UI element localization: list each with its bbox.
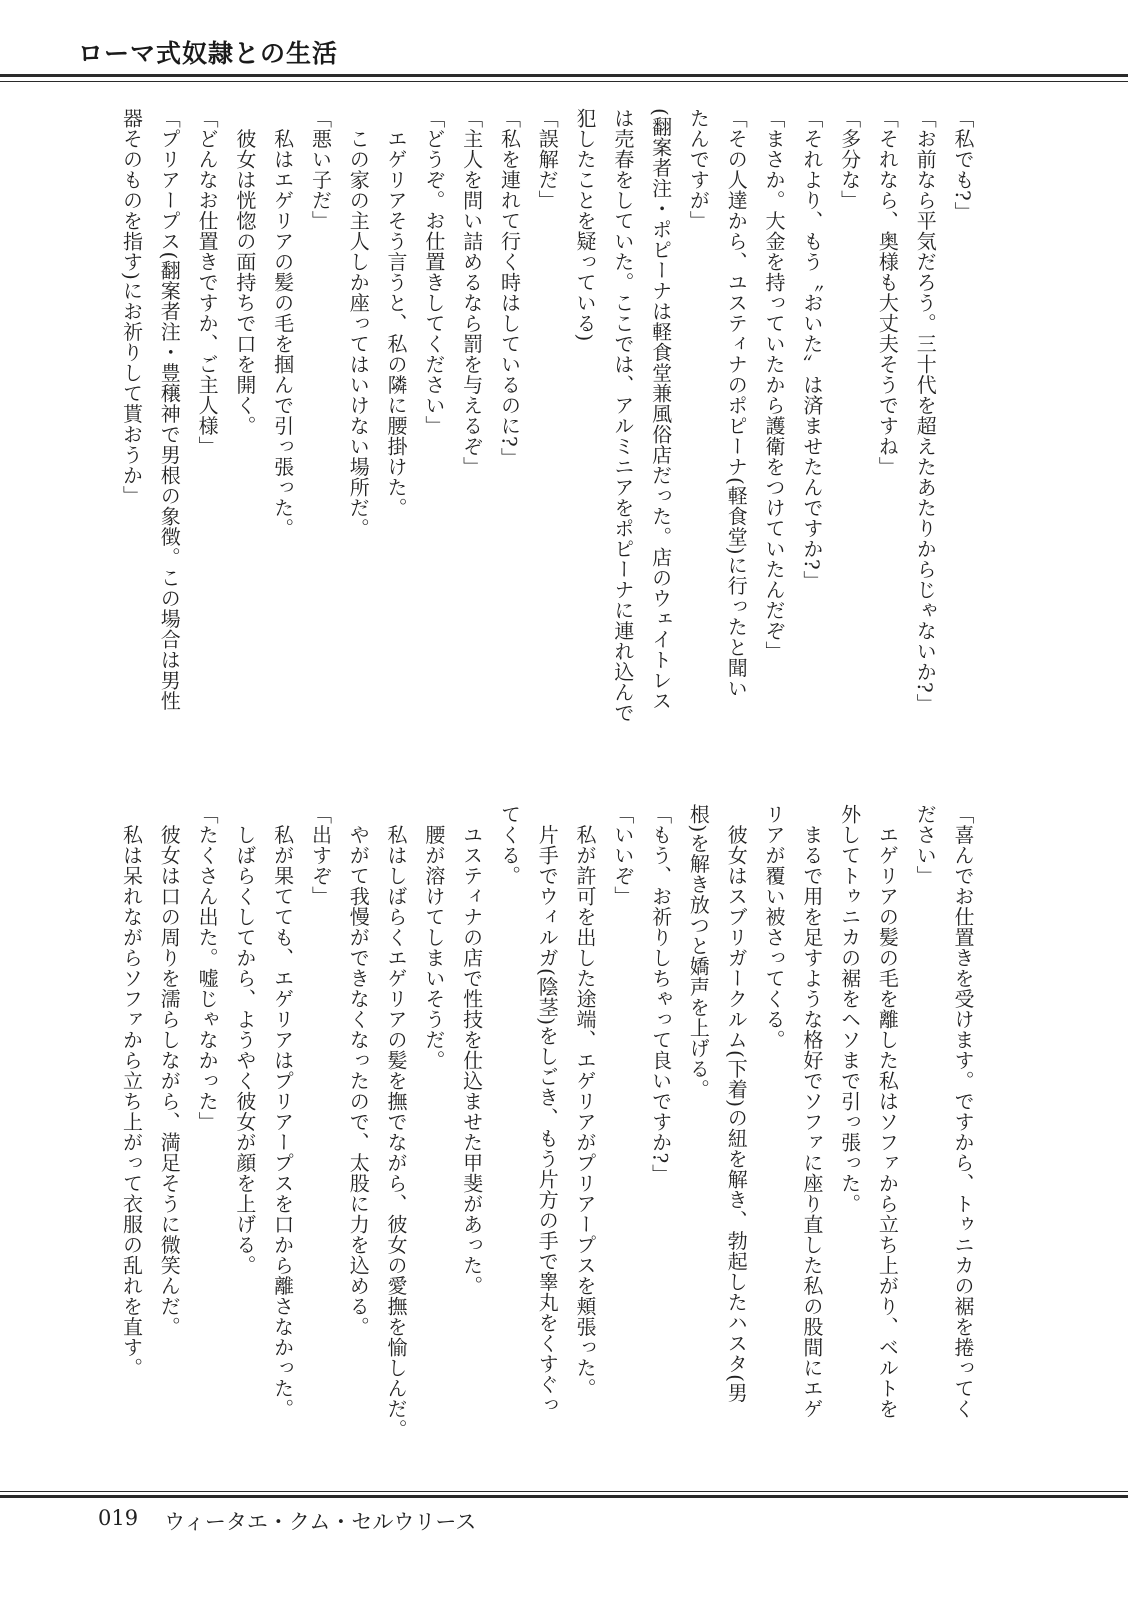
footer-rule [0,1495,1128,1498]
text-line: エゲリアそう言うと、私の隣に腰掛けた。 [384,108,409,518]
footer-book-title: ウィータエ・クム・セルウリース [164,1510,477,1534]
text-line: 「それなら、奥様も大丈夫そうですね」 [875,108,900,477]
header-rule-thin [0,81,1128,82]
text-line: 「いいぞ」 [610,804,635,907]
text-line: 「その人達から、ユスティナのポピーナ(軽食堂)に行ったと聞い [724,108,749,699]
text-line: 私は呆れながらソファから立ち上がって衣服の乱れを直す。 [119,804,144,1378]
text-line: は売春をしていた。ここでは、アルミニアをポピーナに連れ込んで [610,108,635,723]
text-line: 「出すぞ」 [308,804,333,907]
text-line: (翻案者注・ポピーナは軽食堂兼風俗店だった。店のウェイトレス [648,108,673,711]
text-line: 腰が溶けてしまいそうだ。 [421,804,446,1071]
running-header-title: ローマ式奴隷との生活 [78,39,339,68]
text-line: 「主人を問い詰めるなら罰を与えるぞ」 [459,108,484,477]
text-line: 「どんなお仕置きですか、ご主人様」 [195,108,220,457]
text-line: 「私を連れて行く時はしているのに?」 [497,108,522,468]
page-number: 019 [98,1506,139,1530]
text-line: 彼女は口の周りを濡らしながら、満足そうに微笑んだ。 [157,804,182,1337]
header-rule [0,74,1128,77]
text-line: ユスティナの店で性技を仕込ませた甲斐があった。 [459,804,484,1296]
text-line: 私が果てても、エゲリアはプリアープスを口から離さなかった。 [270,804,295,1419]
text-line: 彼女は恍惚の面持ちで口を開く。 [232,108,257,436]
text-line: 「多分な」 [837,108,862,211]
text-line: やがて我慢ができなくなったので、太股に力を込める。 [346,804,371,1337]
footer-rule-thin [0,1491,1128,1492]
text-line: リアが覆い被さってくる。 [762,804,787,1050]
vertical-text-block-bottom [111,804,981,1444]
text-line: 外してトゥニカの裾をヘソまで引っ張った。 [837,804,862,1214]
text-line: 根)を解き放つと嬌声を上げる。 [686,804,711,1100]
text-line: 私はエゲリアの髪の毛を掴んで引っ張った。 [270,108,295,539]
text-line: 「たくさん出た。嘘じゃなかった」 [195,804,220,1132]
text-line: 彼女はスブリガークルム(下着)の紐を解き、勃起したハスタ(男 [724,804,749,1403]
text-line: ださい」 [913,804,938,886]
text-line: エゲリアの髪の毛を離した私はソファから立ち上がり、ベルトを [875,804,900,1419]
text-line: 器そのものを指す)にお祈りして貰おうか」 [119,108,144,506]
text-line: 私はしばらくエゲリアの髪を撫でながら、彼女の愛撫を愉しんだ。 [384,804,409,1440]
text-line: 「もう、お祈りしちゃって良いですか?」 [648,804,673,1185]
text-line: てくる。 [497,804,522,886]
text-line: たんですが」 [686,108,711,231]
footer [98,1506,476,1536]
text-line: しばらくしてから、ようやく彼女が顔を上げる。 [232,804,257,1276]
text-line: 「それより、もう〝おいた〟は済ませたんですか?」 [799,108,824,591]
vertical-text-block-top [111,108,981,748]
text-line: 犯したことを疑っている) [573,108,598,342]
text-line: 片手でウィルガ(陰茎)をしごき、もう片方の手で睾丸をくすぐっ [535,804,560,1416]
text-line: 「まさか。大金を持っていたから護衛をつけていたんだぞ」 [762,108,787,662]
text-line: 「お前なら平気だろう。三十代を超えたあたりからじゃないか?」 [913,108,938,714]
text-line: 「喜んでお仕置きを受けます。ですから、トゥニカの裾を捲ってく [951,804,975,1419]
text-line: 「私でも?」 [951,108,975,222]
text-line: まるで用を足すような格好でソファに座り直した私の股間にエゲ [799,804,824,1419]
text-line: 私が許可を出した途端、エゲリアがプリアープスを頬張った。 [573,804,598,1399]
text-line: 「悪い子だ」 [308,108,333,231]
text-line: 「どうぞ。お仕置きしてください」 [421,108,446,436]
text-line: 「プリアープス(翻案者注・豊穣神で男根の象徴。この場合は男性 [157,108,182,711]
text-line: この家の主人しか座ってはいけない場所だ。 [346,108,371,539]
text-line: 「誤解だ」 [535,108,560,211]
